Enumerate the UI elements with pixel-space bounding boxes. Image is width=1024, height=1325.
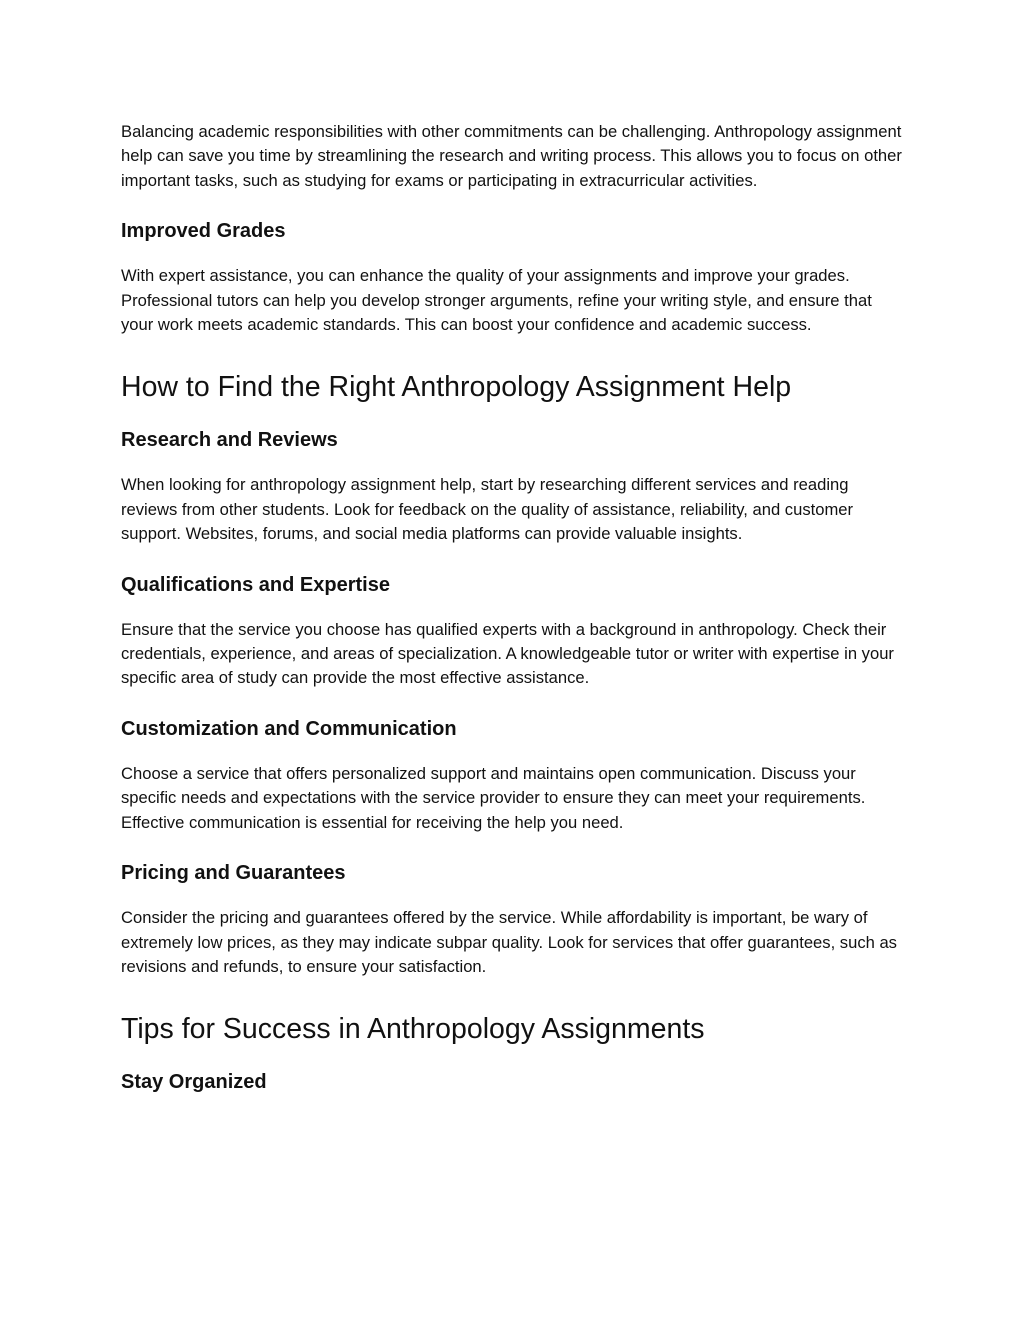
heading-stay-organized: Stay Organized (121, 1071, 267, 1094)
paragraph-improved-grades: With expert assistance, you can enhance the quality of your assignments and improve your grades. Professional tutors can help you develop stronger arguments, refine your writing style, and ensure that your work meets academic standards. This can boost your confidence and academic success. (121, 266, 872, 335)
paragraph-research-reviews: When looking for anthropology assignment help, start by researching different services and reading reviews from other students. Look for feedback on the quality of assistance, reliability, and customer support. Websites, forums, and social media platforms can provide valuable insights. (121, 475, 854, 544)
section-title-tips: Tips for Success in Anthropology Assignments (121, 1013, 705, 1046)
paragraph-pricing: Consider the pricing and guarantees offered by the service. While affordability is important, be wary of extremely low prices, as they may indicate subpar quality. Look for services that offer guarantees, such as revisions and refunds, to ensure your satisfaction. (121, 908, 897, 976)
document-page (121, 120, 907, 1095)
paragraph-qualifications: Ensure that the service you choose has qualified experts with a background in anthropology. Check their credentials, experience, and areas of specialization. A knowledgeable tutor or writer with expertise in your specific area of study can provide the most effective assistance. (121, 619, 894, 688)
paragraph-time-saving: Balancing academic responsibilities with other commitments can be challenging. Anthropology assignment help can save you time by streamlining the research and writing process. This allows you to focus on other important tasks, such as studying for exams or participating in extracurricular activities. (121, 122, 902, 190)
heading-pricing: Pricing and Guarantees (121, 862, 346, 885)
heading-customization: Customization and Communication (121, 717, 457, 740)
paragraph-customization: Choose a service that offers personalized support and maintains open communication. Discuss your specific needs and expectations with the service provider to ensure they can meet your requirements. Effective communication is essential for receiving the help you need. (121, 763, 866, 832)
heading-qualifications: Qualifications and Expertise (121, 573, 390, 596)
section-title-find-help: How to Find the Right Anthropology Assignment Help (121, 371, 792, 404)
heading-research-reviews: Research and Reviews (121, 429, 338, 452)
heading-improved-grades: Improved Grades (121, 220, 286, 243)
